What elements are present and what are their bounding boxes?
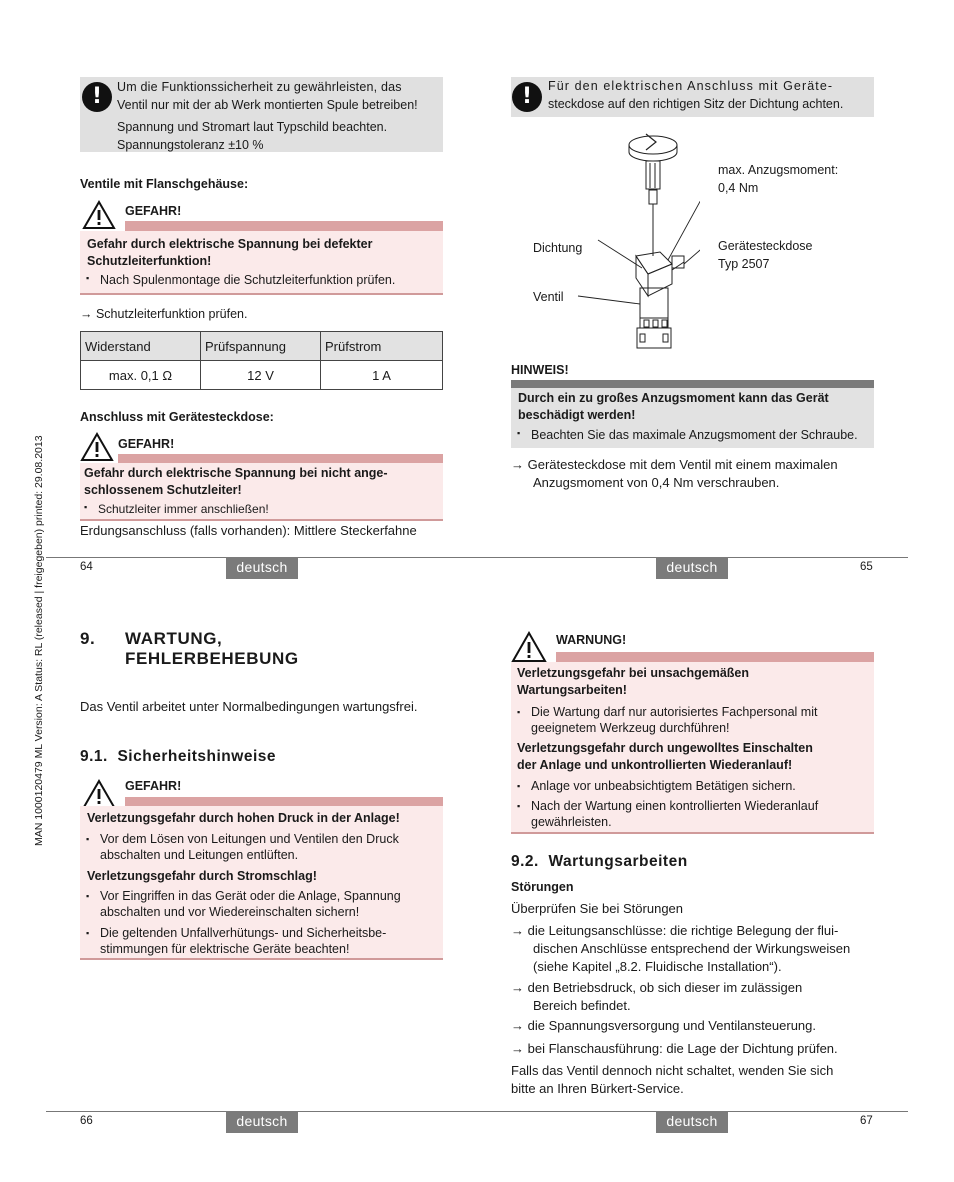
danger-title: Gefahr durch elektrische Spannung bei nicht ange- (84, 466, 388, 480)
check-step: → die Spannungsversorgung und Ventilansteuerung. (511, 1018, 816, 1033)
page-number: 64 (80, 561, 93, 573)
page-number: 66 (80, 1115, 93, 1127)
warning-triangle-icon (82, 779, 116, 809)
danger-label: GEFAHR! (118, 437, 175, 451)
hinweis-bullet: ▪ Beachten Sie das maximale Anzugsmoment der Schraube. (513, 428, 874, 442)
danger-box: Gefahr durch elektrische Spannung bei nicht ange- schlossenem Schutzleiter! ▪ Schutzleiter immer anschließen! (80, 463, 443, 521)
subheading: Störungen (511, 880, 574, 894)
hinweis-box: Durch ein zu großes Anzugsmoment kann das Gerät beschädigt werden! ▪ Beachten Sie das maximale Anzugsmoment der Schraube. (511, 388, 874, 448)
section-heading: 9.1. Sicherheitshinweise (80, 748, 276, 765)
danger-header-bar (125, 221, 443, 231)
torque-label: max. Anzugsmoment: 0,4 Nm (718, 163, 839, 195)
exclamation-icon: ! (512, 82, 542, 112)
language-tab: deutsch (226, 1111, 298, 1133)
hinweis-header-bar (511, 380, 874, 388)
seal-label: Dichtung (533, 241, 583, 255)
page-number: 65 (860, 561, 873, 573)
connect-step: → Gerätesteckdose mit dem Ventil mit einem maximalen Anzugsmoment von 0,4 Nm verschrauben. (511, 457, 838, 490)
warning-bullet: ▪ Anlage vor unbeabsichtigtem Betätigen sichern. (513, 778, 874, 794)
warning-title: Verletzungsgefahr bei unsachgemäßen (517, 666, 750, 680)
chapter-number: 9. (80, 629, 96, 648)
socket-label: Gerätesteckdose Typ 2507 (718, 239, 813, 271)
warning-box: Verletzungsgefahr bei unsachgemäßen Wartungsarbeiten! ▪ Die Wartung darf nur autorisiertes Fachpersonal mit geeignetem Werkzeug durchführen! Verletzungsgefahr durch ungewolltes Einschalten der Anlage und unkontrollierten Wiederanlauf! ▪ Anlage vor unbeabsichtigtem Betätigen sichern. ▪ Nach der Wartung einen kontrollierten Wiederanlauf gewährleisten. (511, 662, 874, 834)
warning-header-bar (556, 652, 874, 662)
section-heading: 9.2. Wartungsarbeiten (511, 853, 688, 870)
check-intro: Überprüfen Sie bei Störungen (511, 901, 684, 916)
danger-bullet: ▪ Nach Spulenmontage die Schutzleiterfunktion prüfen. (82, 273, 443, 287)
note-text: Für den elektrischen Anschluss mit Geräte- steckdose auf den richtigen Sitz der Dichtung achten. (548, 79, 844, 111)
danger-bullet: ▪ Schutzleiter immer anschließen! (80, 502, 443, 516)
language-tab: deutsch (656, 557, 728, 579)
table-header: Prüfspannung (201, 332, 321, 361)
danger-bullet: ▪ Vor Eingriffen in das Gerät oder die Anlage, Spannung abschalten und vor Wiedereinschalten sichern! (82, 888, 443, 920)
warning-bullet: ▪ Nach der Wartung einen kontrollierten Wiederanlauf gewährleisten. (513, 798, 874, 830)
flange-heading: Ventile mit Flanschgehäuse: (80, 177, 249, 191)
warning-label: WARNUNG! (556, 633, 627, 647)
danger-title: Verletzungsgefahr durch hohen Druck in der Anlage! (87, 811, 400, 825)
warning-title: Verletzungsgefahr durch ungewolltes Einschalten (517, 741, 813, 755)
danger-title: Verletzungsgefahr durch Stromschlag! (87, 869, 317, 883)
check-step: → den Betriebsdruck, ob sich dieser im zulässigen Bereich befindet. (511, 980, 803, 1013)
socket-heading: Anschluss mit Gerätesteckdose: (80, 410, 274, 424)
table-cell: max. 0,1 Ω (81, 361, 201, 390)
warning-bullet: ▪ Die Wartung darf nur autorisiertes Fachpersonal mit geeignetem Werkzeug durchführen! (513, 704, 874, 736)
chapter-title: WARTUNG, FEHLERBEHEBUNG (125, 629, 299, 668)
language-tab: deutsch (656, 1111, 728, 1133)
danger-label: GEFAHR! (125, 779, 182, 793)
test-table (80, 331, 443, 390)
closing-text: Falls das Ventil dennoch nicht schaltet, wenden Sie sich bitte an Ihren Bürkert-Service. (511, 1063, 834, 1096)
note-text: Um die Funktionssicherheit zu gewährleisten, das Ventil nur mit der ab Werk montierten Spule betreiben! Spannung und Stromart laut Typschild beachten. Spannungstoleranz ±10 % (117, 80, 418, 152)
page-number: 67 (860, 1115, 873, 1127)
intro-text: Das Ventil arbeitet unter Normalbedingungen wartungsfrei. (80, 699, 418, 714)
hinweis-title: Durch ein zu großes Anzugsmoment kann das Gerät (518, 391, 829, 405)
check-step: → die Leitungsanschlüsse: die richtige Belegung der flui- dischen Anschlüsse entsprechend der Wirkungsweisen (siehe Kapitel „8.2. Fluidische Installation“). (511, 923, 851, 974)
table-cell: 1 A (321, 361, 443, 390)
valve-label: Ventil (533, 290, 564, 304)
vertical-print-info: MAN 1000120479 ML Version: A Status: RL (released | freigegeben) printed: 29.08.2013 (33, 435, 45, 846)
exclamation-icon: ! (82, 82, 112, 112)
warning-triangle-icon (511, 631, 547, 663)
danger-box: Gefahr durch elektrische Spannung bei defekter Schutzleiterfunktion! ▪ Nach Spulenmontage die Schutzleiterfunktion prüfen. (80, 231, 443, 295)
hinweis-label: HINWEIS! (511, 363, 569, 377)
footer-rule (46, 557, 908, 558)
danger-box (80, 806, 443, 960)
danger-bullet: ▪ Vor dem Lösen von Leitungen und Ventilen den Druck abschalten und Leitungen entlüften. (82, 831, 443, 863)
check-step: → Schutzleiterfunktion prüfen. (80, 307, 248, 321)
language-tab: deutsch (226, 557, 298, 579)
danger-title: Gefahr durch elektrische Spannung bei defekter (87, 237, 373, 251)
check-step: → bei Flanschausführung: die Lage der Dichtung prüfen. (511, 1041, 838, 1056)
footer-rule (46, 1111, 908, 1112)
table-header: Prüfstrom (321, 332, 443, 361)
warning-triangle-icon (80, 432, 114, 462)
table-header: Widerstand (81, 332, 201, 361)
table-cell: 12 V (201, 361, 321, 390)
danger-label: GEFAHR! (125, 204, 182, 218)
earth-note: Erdungsanschluss (falls vorhanden): Mittlere Steckerfahne (80, 523, 417, 538)
danger-bullet: ▪ Die geltenden Unfallverhütungs- und Sicherheitsbe- stimmungen für elektrische Geräte beachten! (82, 925, 443, 957)
warning-triangle-icon (82, 200, 116, 230)
